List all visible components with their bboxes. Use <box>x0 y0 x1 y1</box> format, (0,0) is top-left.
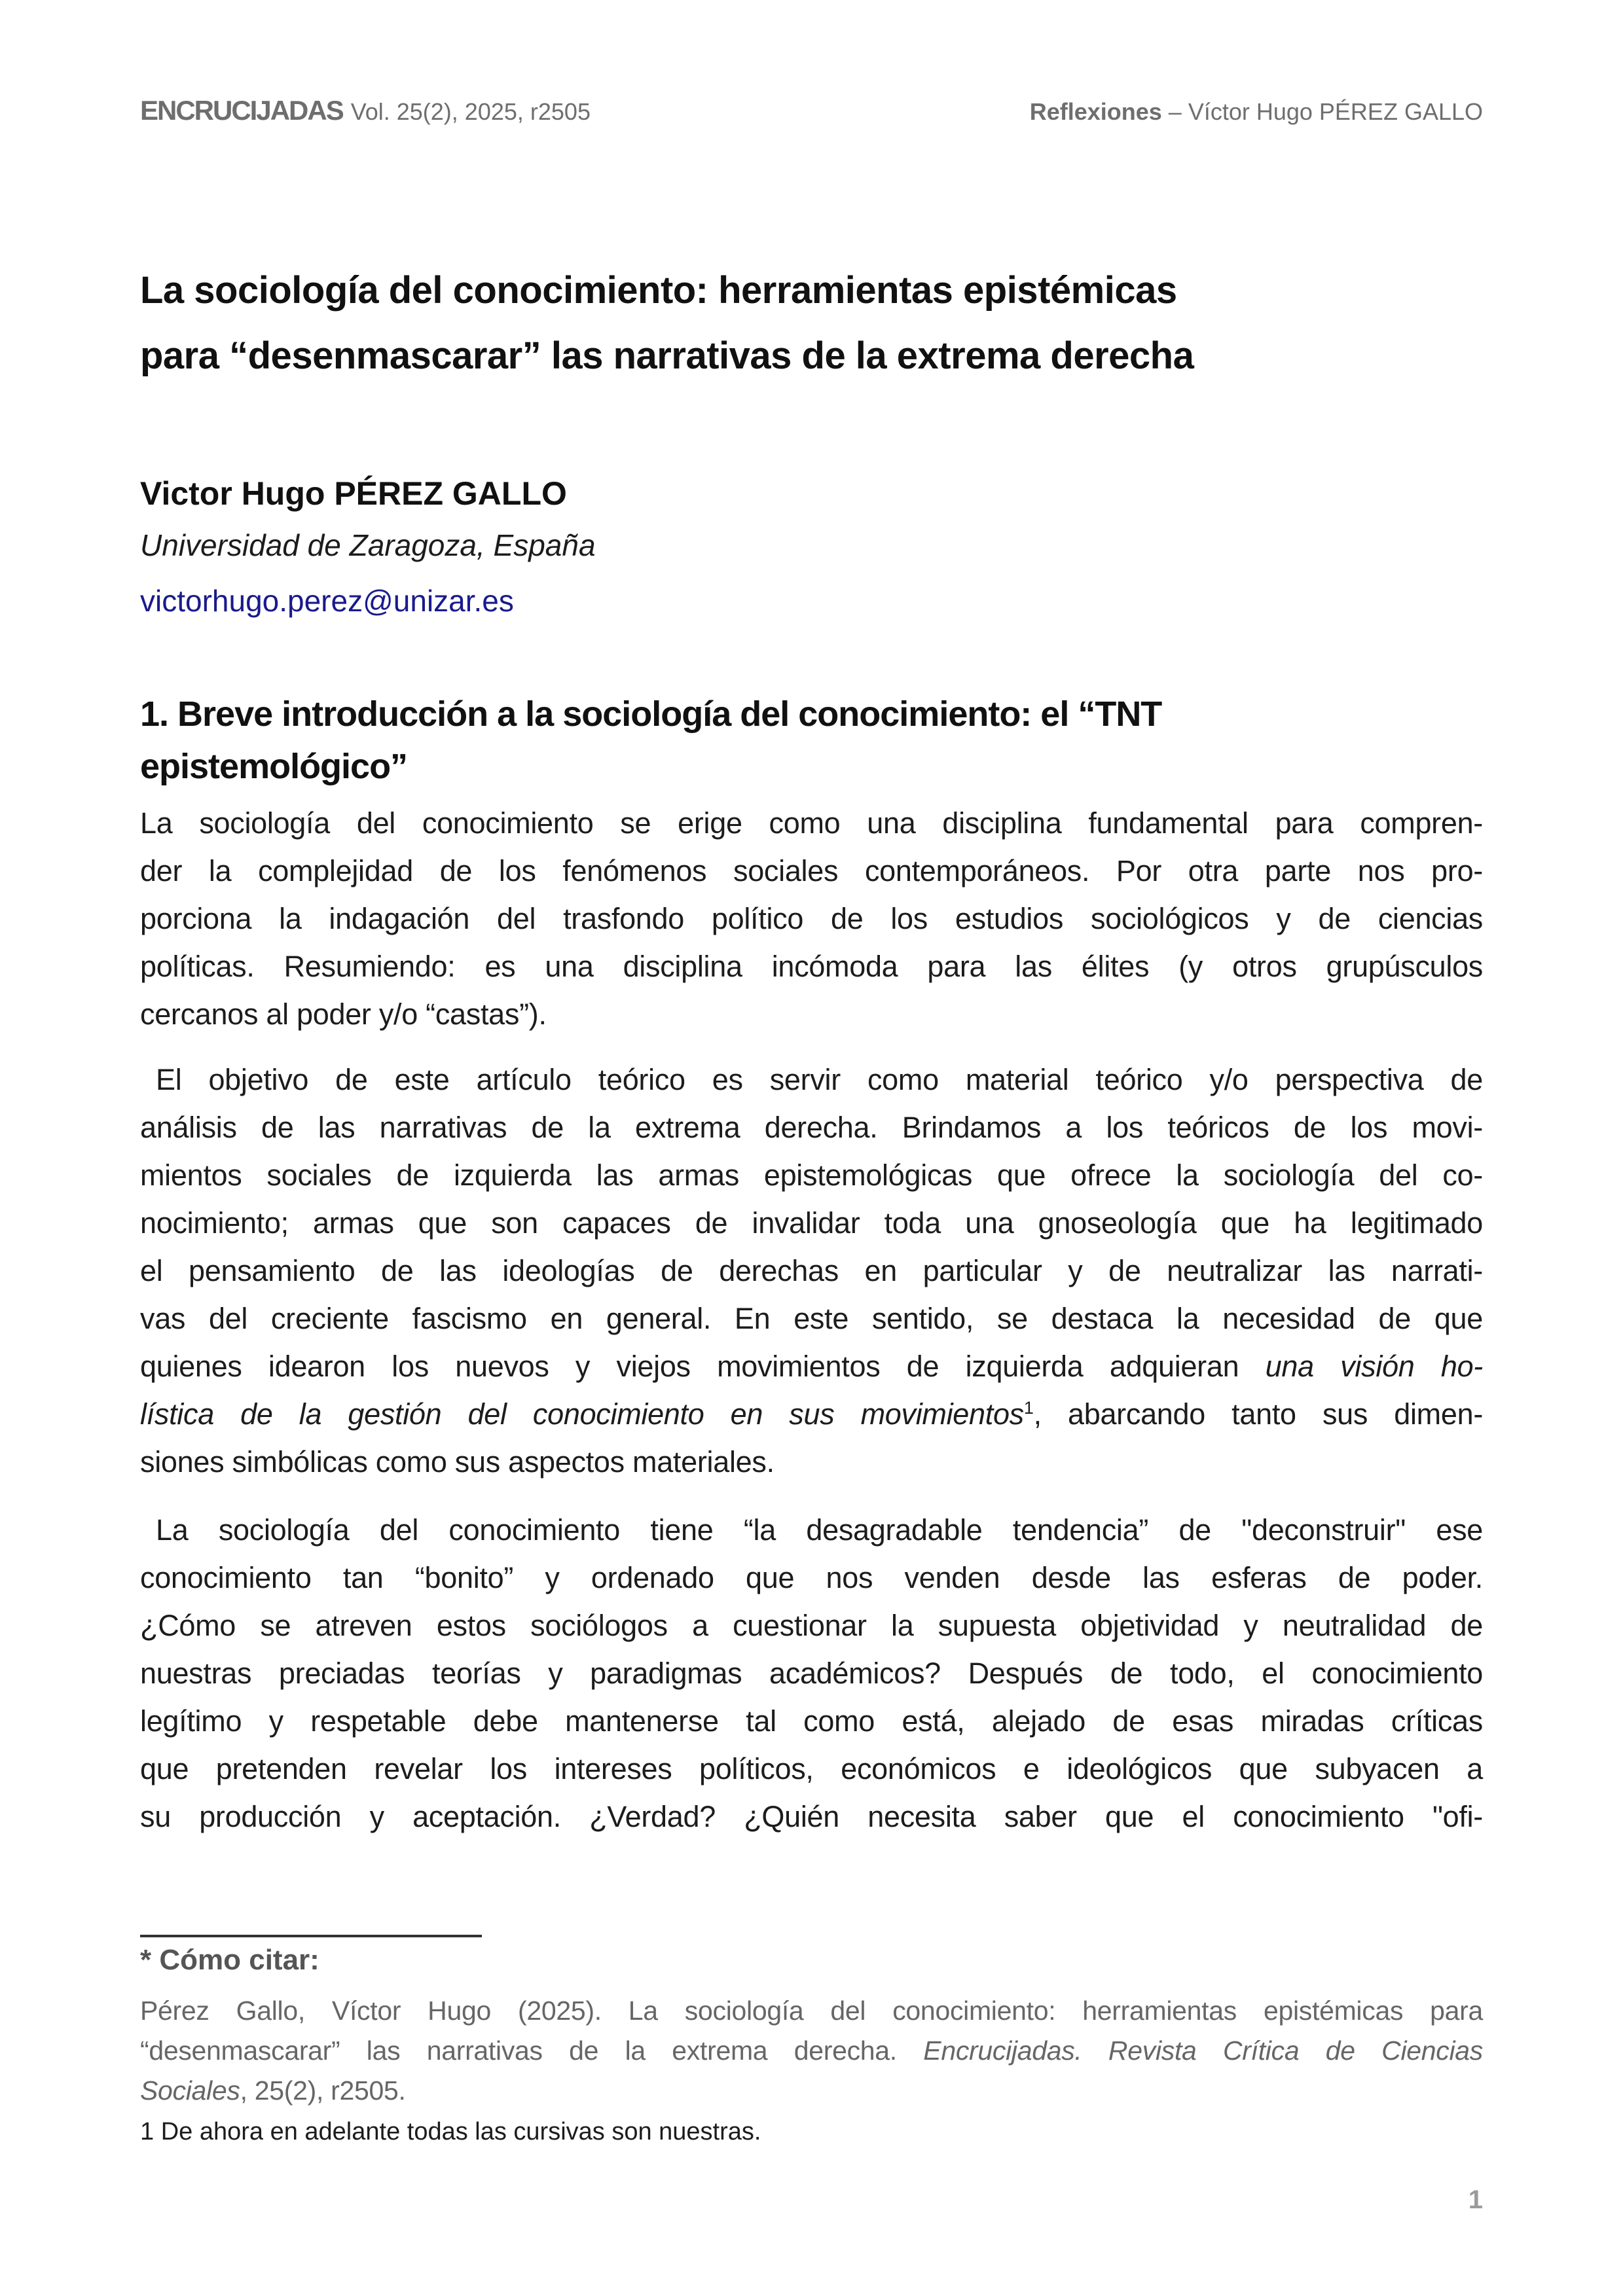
citation-line: Pérez Gallo, Víctor Hugo (2025). La sociología del conocimiento: herramientas epistémicas para <box>140 1996 1483 2026</box>
paragraph-3 <box>140 1506 1483 1840</box>
text-line: políticas. Resumiendo: es una disciplina incómoda para las élites (y otros grupúsculos <box>140 950 1483 983</box>
how-to-cite-label: * Cómo citar: <box>140 1944 319 1976</box>
journal-logo: ENCRUCIJADAS <box>140 95 343 126</box>
text-line: ¿Cómo se atreven estos sociólogos a cuestionar la supuesta objetividad y neutralidad de <box>140 1609 1483 1642</box>
paragraph-2 <box>140 1056 1483 1486</box>
section-heading <box>140 688 1483 793</box>
running-author: – Víctor Hugo PÉREZ GALLO <box>1168 98 1483 125</box>
heading-line: 1. Breve introducción a la sociología del conocimiento: el “TNT <box>140 694 1162 734</box>
text-line: conocimiento tan “bonito” y ordenado que nos venden desde las esferas de poder. <box>140 1561 1483 1594</box>
text-line: der la complejidad de los fenómenos sociales contemporáneos. Por otra parte nos pro- <box>140 854 1483 888</box>
text-line: el pensamiento de las ideologías de derechas en particular y de neutralizar las narrati- <box>140 1254 1483 1287</box>
journal-volume: Vol. 25(2), 2025, r2505 <box>350 98 591 125</box>
citation-block <box>140 1991 1483 2111</box>
article-title <box>140 258 1483 389</box>
text-line: quienes idearon los nuevos y viejos movimientos de izquierda adquieran una visión ho- <box>140 1350 1483 1383</box>
footnote-1: 1 De ahora en adelante todas las cursivas son nuestras. <box>140 2118 761 2145</box>
author-affiliation: Universidad de Zaragoza, España <box>140 528 596 562</box>
text-line: legítimo y respetable debe mantenerse tal como está, alejado de esas miradas críticas <box>140 1704 1483 1738</box>
citation-line: “desenmascarar” las narrativas de la extrema derecha. Encrucijadas. Revista Crítica de Ciencias <box>140 2036 1483 2066</box>
text-line: lística de la gestión del conocimiento en sus movimientos$^1$, abarcando tanto sus dimen- <box>140 1397 1484 1431</box>
title-line: La sociología del conocimiento: herramientas epistémicas <box>140 269 1177 312</box>
text-line: su producción y aceptación. ¿Verdad? ¿Quién necesita saber que el conocimiento "ofi- <box>140 1800 1483 1833</box>
journal-header <box>140 96 591 127</box>
text-line: mientos sociales de izquierda las armas epistemológicas que ofrece la sociología del co- <box>140 1158 1483 1192</box>
running-head <box>1030 97 1483 127</box>
paragraph-1 <box>140 799 1483 1038</box>
heading-line: epistemológico” <box>140 747 408 786</box>
citation-line: Sociales, 25(2), r2505. <box>140 2075 406 2106</box>
text-line: cercanos al poder y/o “castas”). <box>140 997 547 1031</box>
text-line: siones simbólicas como sus aspectos materiales. <box>140 1445 775 1479</box>
footnote-separator <box>140 1935 482 1937</box>
text-line: La sociología del conocimiento se erige como una disciplina fundamental para compren- <box>140 806 1483 840</box>
text-line: porciona la indagación del trasfondo político de los estudios sociológicos y de ciencias <box>140 902 1483 935</box>
text-line: vas del creciente fascismo en general. En este sentido, se destaca la necesidad de que <box>140 1302 1483 1335</box>
text-line: análisis de las narrativas de la extrema derecha. Brindamos a los teóricos de los movi- <box>140 1111 1483 1144</box>
page-header <box>140 96 1483 127</box>
text-line: El objetivo de este artículo teórico es servir como material teórico y/o perspectiva de <box>156 1063 1483 1096</box>
author-email-link[interactable]: victorhugo.perez@unizar.es <box>140 584 514 618</box>
text-line: nuestras preciadas teorías y paradigmas académicos? Después de todo, el conocimiento <box>140 1657 1483 1690</box>
author-name: Victor Hugo PÉREZ GALLO <box>140 475 567 512</box>
section-label: Reflexiones <box>1029 98 1162 125</box>
title-line: para “desenmascarar” las narrativas de la extrema derecha <box>140 334 1194 377</box>
text-line: que pretenden revelar los intereses políticos, económicos e ideológicos que subyacen a <box>140 1752 1483 1785</box>
text-line: nocimiento; armas que son capaces de invalidar toda una gnoseología que ha legitimado <box>140 1206 1483 1240</box>
text-line: La sociología del conocimiento tiene “la desagradable tendencia” de "deconstruir" ese <box>156 1513 1483 1547</box>
page-number: 1 <box>1468 2185 1483 2214</box>
